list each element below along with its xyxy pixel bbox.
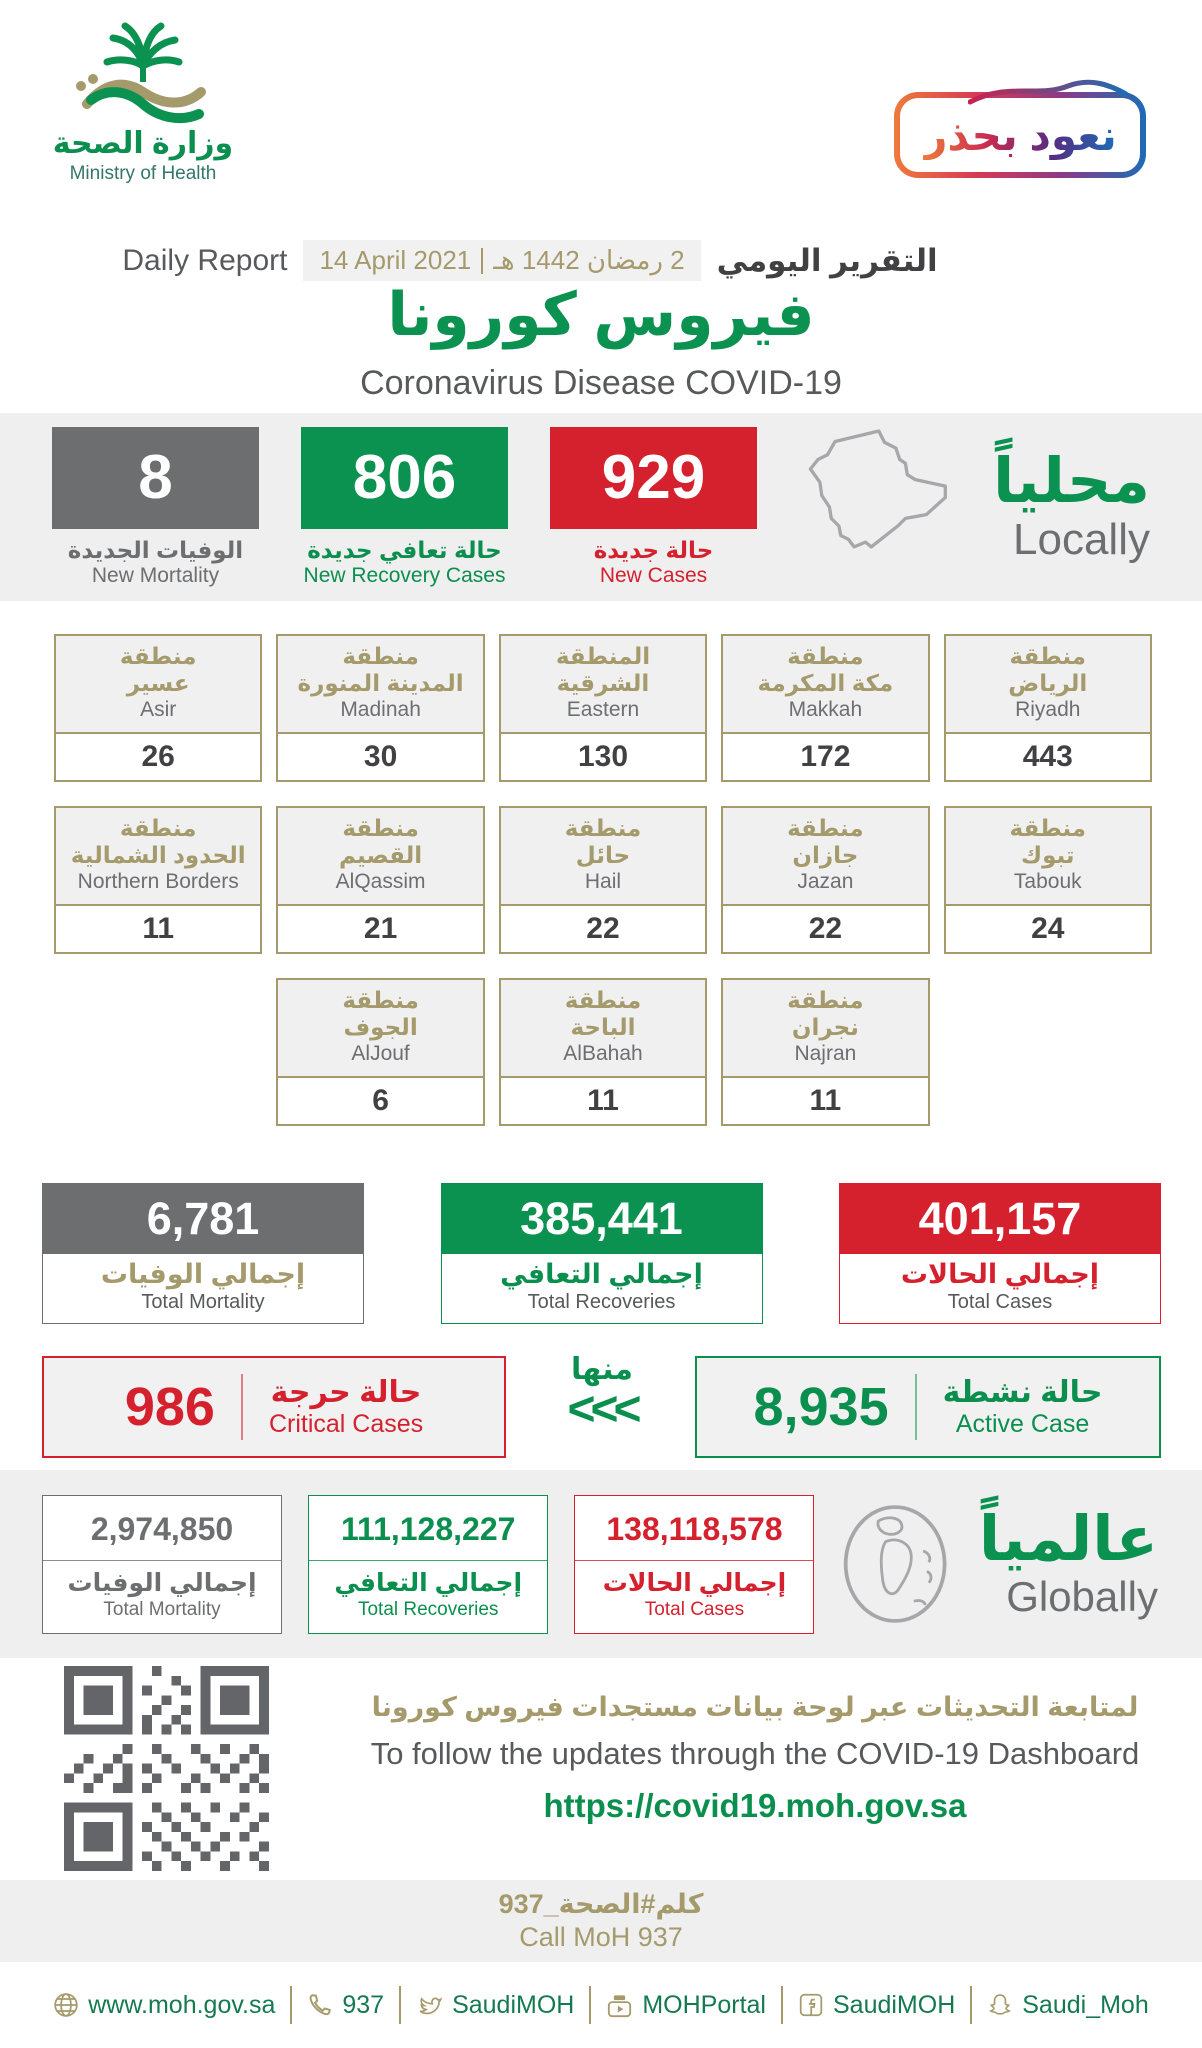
region-value: 22 (586, 912, 620, 945)
region-name-ar: منطقة المدينة المنورة (297, 643, 464, 697)
global-cases-box (574, 1495, 814, 1634)
region-name-en: AlBahah (563, 1042, 643, 1066)
new-recoveries-stat (301, 427, 508, 588)
region-name-ar: منطقة جازان (787, 815, 864, 869)
region-name-ar: منطقة تبوك (1009, 815, 1087, 869)
region-name-en: Asir (140, 698, 177, 722)
region-name-ar: منطقة الجوف (342, 987, 419, 1041)
call-moh-band (0, 1880, 1202, 1962)
snapchat-icon (987, 1992, 1013, 2018)
footer-link-text: MOHPortal (642, 1990, 766, 2019)
footer-link-text: Saudi_Moh (1022, 1990, 1149, 2019)
total-mortality-box (42, 1183, 364, 1324)
active-cases-label-ar: حالة نشطة (942, 1376, 1103, 1409)
footer-link-text: 937 (342, 1990, 385, 2019)
new-cases-label-ar: حالة جديدة (593, 536, 714, 563)
report-date-ar: 2 رمضان 1442 هـ (493, 245, 685, 275)
region-name-ar: منطقة الحدود الشمالية (70, 815, 246, 869)
region-box-asir (54, 634, 262, 782)
region-box-madinah (276, 634, 484, 782)
footer-link-twitter[interactable] (401, 1991, 589, 2020)
region-name-en: Tabouk (1013, 870, 1082, 894)
global-recoveries-value: 111,128,227 (341, 1510, 516, 1547)
region-value: 24 (1031, 912, 1065, 945)
total-cases-label-ar: إجمالي الحالات (900, 1259, 1100, 1289)
moh-palm-icon (58, 20, 228, 124)
critical-cases-box (42, 1356, 506, 1458)
chevrons-left-icon: <<< (567, 1383, 637, 1436)
locally-label-ar: محلياً (993, 447, 1150, 517)
global-mortality-box (42, 1495, 282, 1634)
globally-label-en: Globally (1006, 1572, 1158, 1620)
total-cases-box (839, 1183, 1161, 1324)
call-moh-label-en: Call MoH 937 (519, 1922, 683, 1952)
divider (575, 1560, 813, 1561)
critical-cases-label-en: Critical Cases (268, 1410, 424, 1438)
region-value: 11 (142, 912, 175, 945)
region-name-en: Eastern (566, 698, 640, 722)
region-name-en: Najran (794, 1042, 857, 1066)
report-date-en: 14 April 2021 (319, 245, 472, 275)
moh-logo-english: Ministry of Health (69, 163, 217, 184)
globally-label (979, 1507, 1158, 1620)
new-recoveries-value: 806 (301, 427, 508, 529)
critical-active-row (42, 1353, 1161, 1458)
total-cases-label-en: Total Cases (947, 1291, 1053, 1313)
critical-cases-value: 986 (124, 1377, 215, 1437)
globally-label-ar: عالمياً (978, 1505, 1158, 1575)
total-mortality-label-en: Total Mortality (141, 1291, 265, 1313)
region-name-ar: منطقة الباحة (564, 987, 642, 1041)
region-name-ar: منطقة عسير (119, 643, 197, 697)
moh-logo-arabic: وزارة الصحة (52, 127, 234, 160)
locally-label (993, 449, 1150, 564)
daily-report-label-ar: التقرير اليومي (716, 242, 938, 278)
badge-inner (900, 98, 1140, 172)
badge-label: نعود بحذر (923, 111, 1117, 159)
footer-link-phone[interactable] (292, 1991, 399, 2020)
globe-icon (53, 1992, 79, 2018)
divider (915, 1374, 917, 1440)
youtube-icon (606, 1992, 633, 2019)
region-value: 130 (577, 740, 629, 773)
region-name-ar: منطقة نجران (787, 987, 864, 1041)
return-with-caution-badge (894, 92, 1146, 178)
region-name-en: AlJouf (351, 1042, 410, 1066)
new-recoveries-label-en: New Recovery Cases (303, 563, 506, 587)
moh-logo (48, 20, 238, 185)
global-recoveries-label-en: Total Recoveries (357, 1598, 499, 1620)
new-recoveries-label-ar: حالة تعافي جديدة (307, 536, 502, 563)
total-mortality-label-ar: إجمالي الوفيات (100, 1259, 306, 1289)
new-mortality-label-en: New Mortality (91, 563, 220, 587)
footer-link-website[interactable] (38, 1991, 290, 2020)
region-box-eastern (499, 634, 707, 782)
region-value: 11 (809, 1084, 842, 1117)
new-mortality-stat (52, 427, 259, 588)
region-box-makkah (721, 634, 929, 782)
new-mortality-value: 8 (52, 427, 259, 529)
region-value: 443 (1022, 740, 1073, 773)
divider (241, 1374, 243, 1440)
global-mortality-label-ar: إجمالي الوفيات (67, 1568, 257, 1597)
page-title-arabic: فيروس كورونا (387, 281, 815, 348)
dashboard-url-link[interactable]: https://covid19.moh.gov.sa (543, 1787, 967, 1824)
facebook-icon (798, 1992, 824, 2018)
critical-cases-label-ar: حالة حرجة (270, 1376, 422, 1409)
footer-link-snapchat[interactable] (972, 1991, 1163, 2020)
footer-link-text: www.moh.gov.sa (88, 1990, 276, 2019)
phone-icon (307, 1992, 333, 2018)
region-value: 26 (141, 740, 175, 773)
total-mortality-value: 6,781 (43, 1184, 363, 1254)
new-mortality-label-ar: الوفيات الجديدة (67, 536, 244, 563)
new-cases-stat (550, 427, 757, 588)
regions-grid (54, 634, 1152, 1126)
daily-report-row (0, 240, 1060, 281)
call-moh-label-ar: كلم#الصحة_937 (498, 1889, 704, 1919)
region-box-alqassim (276, 806, 484, 954)
region-name-en: Northern Borders (77, 870, 239, 894)
divider (43, 1560, 281, 1561)
global-recoveries-label-ar: إجمالي التعافي (334, 1568, 523, 1597)
footer-link-facebook[interactable] (783, 1991, 970, 2020)
region-box-najran (721, 978, 929, 1126)
footer-link-text: SaudiMOH (452, 1990, 575, 2019)
total-recoveries-box (441, 1183, 763, 1324)
region-name-en: Riyadh (1015, 698, 1081, 722)
local-totals-row (42, 1183, 1161, 1324)
region-value: 172 (800, 740, 851, 773)
total-recoveries-label-ar: إجمالي التعافي (500, 1259, 703, 1289)
region-name-ar: المنطقة الشرقية (555, 643, 651, 697)
region-box-tabouk (944, 806, 1152, 954)
globe-earth-icon (841, 1501, 953, 1627)
region-box-albahah (499, 978, 707, 1126)
locally-label-en: Locally (1013, 514, 1150, 564)
daily-report-label-en: Daily Report (122, 243, 288, 277)
region-box-riyadh (944, 634, 1152, 782)
region-box-jazan (721, 806, 929, 954)
active-cases-label-en: Active Case (955, 1410, 1090, 1438)
page-title-english: Coronavirus Disease COVID-19 (360, 364, 842, 402)
region-name-en: AlQassim (335, 870, 426, 894)
dashboard-info (340, 1692, 1170, 1825)
footer-link-youtube[interactable] (591, 1991, 781, 2020)
report-date (303, 240, 700, 281)
global-recoveries-box (308, 1495, 548, 1634)
region-name-ar: منطقة مكة المكرمة (757, 643, 894, 697)
total-recoveries-label-en: Total Recoveries (527, 1291, 676, 1313)
of-which-label-ar: منها (571, 1353, 633, 1386)
region-name-en: Makkah (788, 698, 863, 722)
global-mortality-value: 2,974,850 (90, 1510, 234, 1547)
region-box-hail (499, 806, 707, 954)
twitter-icon (416, 1992, 443, 2019)
footer-link-text: SaudiMOH (832, 1990, 956, 2019)
dashboard-line-ar: لمتابعة التحديثات عبر لوحة بيانات مستجدات فيروس كورونا (371, 1692, 1139, 1722)
globally-section (0, 1470, 1202, 1658)
region-name-en: Madinah (340, 698, 421, 722)
new-cases-value: 929 (550, 427, 757, 529)
region-box-aljouf (276, 978, 484, 1126)
region-box-northern-borders (54, 806, 262, 954)
total-cases-value: 401,157 (840, 1184, 1160, 1254)
badge-swoosh-icon (968, 76, 1128, 108)
region-name-ar: منطقة حائل (564, 815, 642, 869)
date-divider (481, 248, 483, 274)
global-cases-value: 138,118,578 (606, 1510, 783, 1547)
region-name-en: Jazan (797, 870, 854, 894)
region-value: 21 (363, 912, 398, 945)
locally-section (0, 413, 1202, 601)
footer-links-bar (0, 1962, 1202, 2048)
divider (309, 1560, 547, 1561)
total-recoveries-value: 385,441 (442, 1184, 762, 1254)
active-cases-box (695, 1356, 1161, 1458)
region-name-ar: منطقة الرياض (1008, 643, 1088, 697)
new-cases-label-en: New Cases (599, 563, 708, 587)
qr-code (64, 1666, 269, 1871)
of-which-connector (548, 1352, 656, 1436)
region-value: 6 (372, 1084, 389, 1117)
dashboard-line-en: To follow the updates through the COVID-19 Dashboard (370, 1736, 1140, 1771)
region-name-en: Hail (584, 870, 622, 894)
global-cases-label-ar: إجمالي الحالات (602, 1568, 787, 1597)
saudi-arabia-map-icon (799, 426, 951, 588)
region-name-ar: منطقة القصيم (339, 815, 423, 869)
active-cases-value: 8,935 (753, 1377, 889, 1437)
region-value: 22 (808, 912, 843, 945)
region-value: 11 (587, 1084, 619, 1117)
global-cases-label-en: Total Cases (644, 1598, 745, 1620)
region-value: 30 (363, 740, 398, 773)
global-mortality-label-en: Total Mortality (103, 1598, 221, 1620)
